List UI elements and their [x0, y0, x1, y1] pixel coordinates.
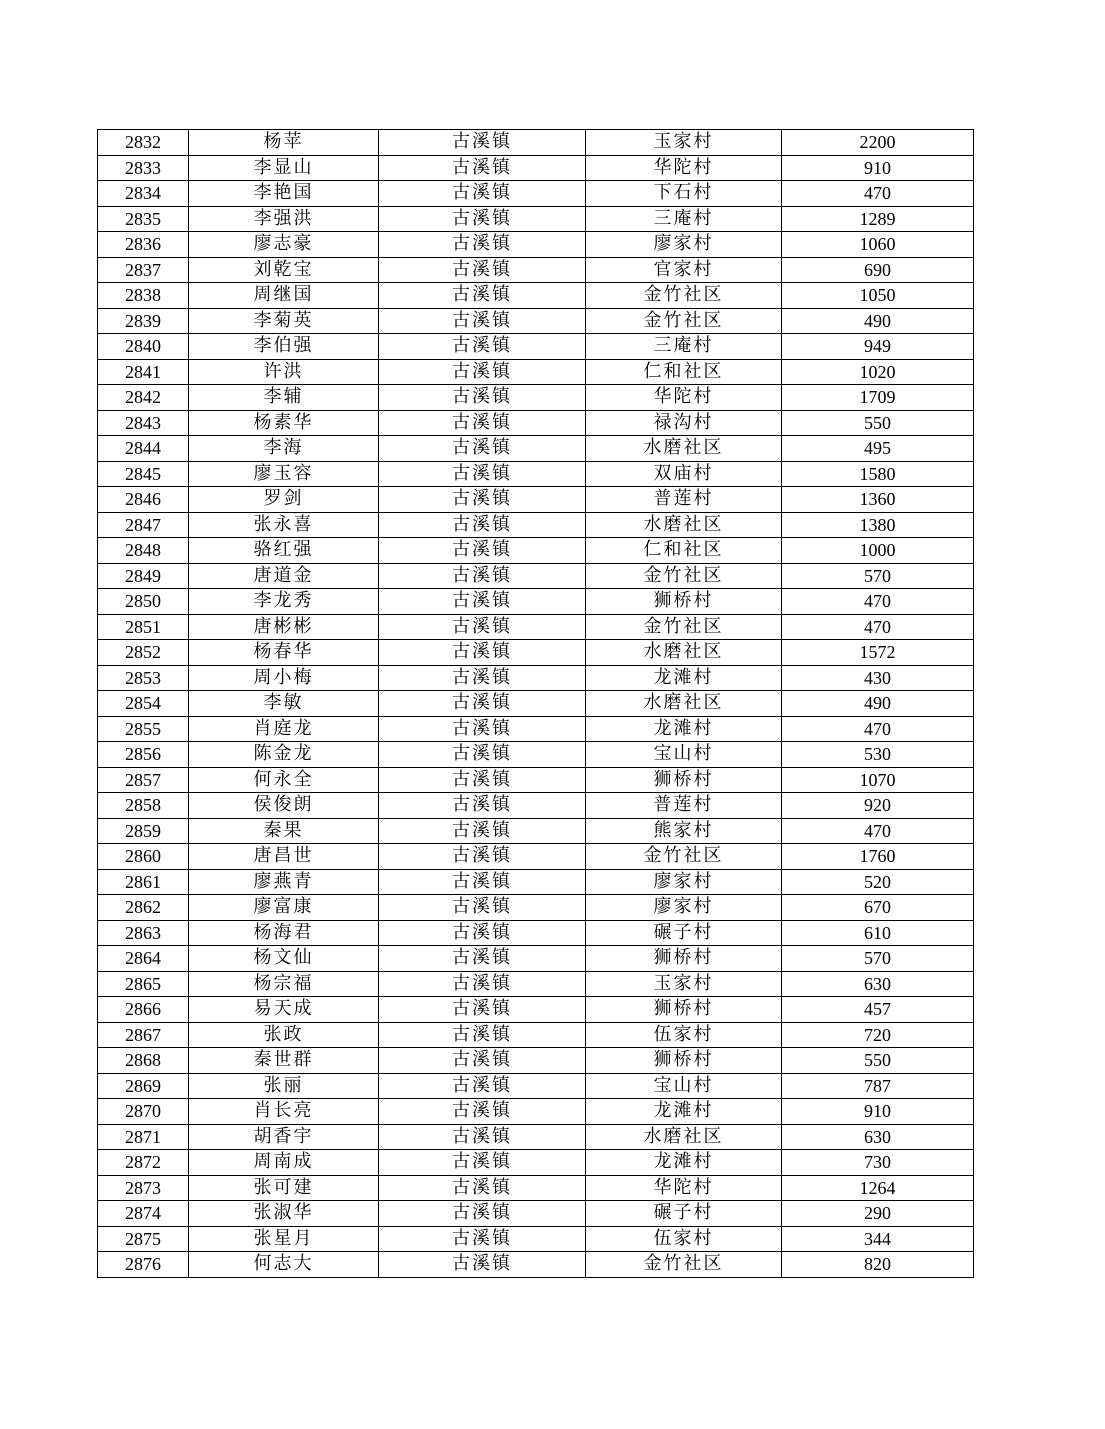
row-number-cell: 2855 [98, 716, 189, 742]
amount-cell: 730 [782, 1150, 974, 1176]
row-number-cell: 2840 [98, 334, 189, 360]
document-page [97, 129, 974, 1278]
amount-cell: 1020 [782, 359, 974, 385]
amount-cell: 630 [782, 1124, 974, 1150]
name-cell: 李菊英 [189, 308, 379, 334]
name-cell: 肖庭龙 [189, 716, 379, 742]
town-cell: 古溪镇 [379, 716, 586, 742]
town-cell: 古溪镇 [379, 614, 586, 640]
row-number-cell: 2846 [98, 487, 189, 513]
name-cell: 李龙秀 [189, 589, 379, 615]
table-row [98, 1226, 974, 1252]
village-cell: 狮桥村 [586, 997, 782, 1023]
row-number-cell: 2851 [98, 614, 189, 640]
village-cell: 宝山村 [586, 1073, 782, 1099]
table-row [98, 334, 974, 360]
amount-cell: 610 [782, 920, 974, 946]
town-cell: 古溪镇 [379, 283, 586, 309]
village-cell: 伍家村 [586, 1022, 782, 1048]
amount-cell: 820 [782, 1252, 974, 1278]
village-cell: 华陀村 [586, 385, 782, 411]
village-cell: 狮桥村 [586, 946, 782, 972]
village-cell: 仁和社区 [586, 538, 782, 564]
amount-cell: 787 [782, 1073, 974, 1099]
name-cell: 张永喜 [189, 512, 379, 538]
town-cell: 古溪镇 [379, 206, 586, 232]
amount-cell: 550 [782, 1048, 974, 1074]
row-number-cell: 2858 [98, 793, 189, 819]
amount-cell: 470 [782, 818, 974, 844]
town-cell: 古溪镇 [379, 997, 586, 1023]
name-cell: 肖长亮 [189, 1099, 379, 1125]
amount-cell: 1380 [782, 512, 974, 538]
name-cell: 张星月 [189, 1226, 379, 1252]
amount-cell: 1050 [782, 283, 974, 309]
table-row [98, 410, 974, 436]
row-number-cell: 2871 [98, 1124, 189, 1150]
village-cell: 禄沟村 [586, 410, 782, 436]
village-cell: 水磨社区 [586, 640, 782, 666]
name-cell: 秦世群 [189, 1048, 379, 1074]
name-cell: 李辅 [189, 385, 379, 411]
town-cell: 古溪镇 [379, 1022, 586, 1048]
table-row [98, 818, 974, 844]
name-cell: 周继国 [189, 283, 379, 309]
town-cell: 古溪镇 [379, 589, 586, 615]
row-number-cell: 2847 [98, 512, 189, 538]
town-cell: 古溪镇 [379, 538, 586, 564]
village-cell: 金竹社区 [586, 614, 782, 640]
row-number-cell: 2832 [98, 130, 189, 156]
town-cell: 古溪镇 [379, 1124, 586, 1150]
row-number-cell: 2834 [98, 181, 189, 207]
village-cell: 廖家村 [586, 869, 782, 895]
village-cell: 龙滩村 [586, 1099, 782, 1125]
row-number-cell: 2839 [98, 308, 189, 334]
amount-cell: 1289 [782, 206, 974, 232]
name-cell: 张政 [189, 1022, 379, 1048]
town-cell: 古溪镇 [379, 181, 586, 207]
village-cell: 三庵村 [586, 206, 782, 232]
name-cell: 李艳国 [189, 181, 379, 207]
town-cell: 古溪镇 [379, 1099, 586, 1125]
town-cell: 古溪镇 [379, 793, 586, 819]
village-cell: 玉家村 [586, 130, 782, 156]
village-cell: 金竹社区 [586, 563, 782, 589]
table-row [98, 946, 974, 972]
village-cell: 狮桥村 [586, 589, 782, 615]
table-row [98, 1124, 974, 1150]
table-row [98, 614, 974, 640]
table-row [98, 1073, 974, 1099]
amount-cell: 570 [782, 946, 974, 972]
row-number-cell: 2850 [98, 589, 189, 615]
row-number-cell: 2854 [98, 691, 189, 717]
table-row [98, 1022, 974, 1048]
name-cell: 唐昌世 [189, 844, 379, 870]
row-number-cell: 2862 [98, 895, 189, 921]
name-cell: 秦果 [189, 818, 379, 844]
village-cell: 下石村 [586, 181, 782, 207]
village-cell: 狮桥村 [586, 767, 782, 793]
amount-cell: 570 [782, 563, 974, 589]
name-cell: 易天成 [189, 997, 379, 1023]
village-cell: 熊家村 [586, 818, 782, 844]
row-number-cell: 2875 [98, 1226, 189, 1252]
amount-cell: 1709 [782, 385, 974, 411]
name-cell: 张可建 [189, 1175, 379, 1201]
town-cell: 古溪镇 [379, 1073, 586, 1099]
table-row [98, 589, 974, 615]
name-cell: 张丽 [189, 1073, 379, 1099]
village-cell: 龙滩村 [586, 665, 782, 691]
name-cell: 唐彬彬 [189, 614, 379, 640]
name-cell: 廖富康 [189, 895, 379, 921]
town-cell: 古溪镇 [379, 895, 586, 921]
name-cell: 杨海君 [189, 920, 379, 946]
village-cell: 三庵村 [586, 334, 782, 360]
table-row [98, 869, 974, 895]
row-number-cell: 2849 [98, 563, 189, 589]
village-cell: 华陀村 [586, 1175, 782, 1201]
table-row [98, 1048, 974, 1074]
amount-cell: 1000 [782, 538, 974, 564]
table-row [98, 538, 974, 564]
village-cell: 龙滩村 [586, 716, 782, 742]
village-cell: 碾子村 [586, 920, 782, 946]
amount-cell: 920 [782, 793, 974, 819]
name-cell: 刘乾宝 [189, 257, 379, 283]
amount-cell: 1572 [782, 640, 974, 666]
town-cell: 古溪镇 [379, 971, 586, 997]
roster-table-body [98, 130, 974, 1278]
amount-cell: 1580 [782, 461, 974, 487]
town-cell: 古溪镇 [379, 308, 586, 334]
table-row [98, 920, 974, 946]
row-number-cell: 2857 [98, 767, 189, 793]
amount-cell: 1264 [782, 1175, 974, 1201]
amount-cell: 490 [782, 308, 974, 334]
table-row [98, 206, 974, 232]
table-row [98, 1150, 974, 1176]
town-cell: 古溪镇 [379, 155, 586, 181]
table-row [98, 1099, 974, 1125]
name-cell: 廖燕青 [189, 869, 379, 895]
name-cell: 杨宗福 [189, 971, 379, 997]
table-row [98, 640, 974, 666]
table-row [98, 155, 974, 181]
amount-cell: 690 [782, 257, 974, 283]
village-cell: 碾子村 [586, 1201, 782, 1227]
amount-cell: 430 [782, 665, 974, 691]
amount-cell: 1060 [782, 232, 974, 258]
town-cell: 古溪镇 [379, 1175, 586, 1201]
table-row [98, 1252, 974, 1278]
town-cell: 古溪镇 [379, 257, 586, 283]
town-cell: 古溪镇 [379, 232, 586, 258]
village-cell: 官家村 [586, 257, 782, 283]
town-cell: 古溪镇 [379, 512, 586, 538]
name-cell: 李强洪 [189, 206, 379, 232]
town-cell: 古溪镇 [379, 767, 586, 793]
village-cell: 金竹社区 [586, 1252, 782, 1278]
town-cell: 古溪镇 [379, 487, 586, 513]
town-cell: 古溪镇 [379, 461, 586, 487]
row-number-cell: 2852 [98, 640, 189, 666]
amount-cell: 490 [782, 691, 974, 717]
amount-cell: 949 [782, 334, 974, 360]
table-row [98, 181, 974, 207]
town-cell: 古溪镇 [379, 1150, 586, 1176]
roster-table [97, 129, 974, 1278]
row-number-cell: 2859 [98, 818, 189, 844]
town-cell: 古溪镇 [379, 563, 586, 589]
row-number-cell: 2876 [98, 1252, 189, 1278]
name-cell: 陈金龙 [189, 742, 379, 768]
table-row [98, 283, 974, 309]
town-cell: 古溪镇 [379, 742, 586, 768]
village-cell: 水磨社区 [586, 512, 782, 538]
name-cell: 骆红强 [189, 538, 379, 564]
amount-cell: 470 [782, 589, 974, 615]
table-row [98, 716, 974, 742]
table-row [98, 130, 974, 156]
row-number-cell: 2861 [98, 869, 189, 895]
village-cell: 仁和社区 [586, 359, 782, 385]
name-cell: 胡香宇 [189, 1124, 379, 1150]
name-cell: 廖玉容 [189, 461, 379, 487]
town-cell: 古溪镇 [379, 1252, 586, 1278]
table-row [98, 1201, 974, 1227]
row-number-cell: 2835 [98, 206, 189, 232]
name-cell: 李敏 [189, 691, 379, 717]
town-cell: 古溪镇 [379, 665, 586, 691]
town-cell: 古溪镇 [379, 691, 586, 717]
name-cell: 廖志豪 [189, 232, 379, 258]
row-number-cell: 2864 [98, 946, 189, 972]
name-cell: 侯俊朗 [189, 793, 379, 819]
row-number-cell: 2853 [98, 665, 189, 691]
table-row [98, 665, 974, 691]
town-cell: 古溪镇 [379, 334, 586, 360]
name-cell: 何志大 [189, 1252, 379, 1278]
amount-cell: 720 [782, 1022, 974, 1048]
village-cell: 玉家村 [586, 971, 782, 997]
table-row [98, 1175, 974, 1201]
row-number-cell: 2843 [98, 410, 189, 436]
row-number-cell: 2863 [98, 920, 189, 946]
village-cell: 水磨社区 [586, 436, 782, 462]
table-row [98, 232, 974, 258]
row-number-cell: 2860 [98, 844, 189, 870]
town-cell: 古溪镇 [379, 844, 586, 870]
name-cell: 周南成 [189, 1150, 379, 1176]
amount-cell: 290 [782, 1201, 974, 1227]
town-cell: 古溪镇 [379, 436, 586, 462]
village-cell: 双庙村 [586, 461, 782, 487]
table-row [98, 971, 974, 997]
village-cell: 金竹社区 [586, 283, 782, 309]
town-cell: 古溪镇 [379, 1048, 586, 1074]
row-number-cell: 2842 [98, 385, 189, 411]
village-cell: 水磨社区 [586, 691, 782, 717]
row-number-cell: 2870 [98, 1099, 189, 1125]
table-row [98, 487, 974, 513]
name-cell: 何永全 [189, 767, 379, 793]
table-row [98, 895, 974, 921]
town-cell: 古溪镇 [379, 869, 586, 895]
town-cell: 古溪镇 [379, 818, 586, 844]
amount-cell: 550 [782, 410, 974, 436]
table-row [98, 257, 974, 283]
town-cell: 古溪镇 [379, 920, 586, 946]
name-cell: 李伯强 [189, 334, 379, 360]
village-cell: 普莲村 [586, 487, 782, 513]
table-row [98, 359, 974, 385]
village-cell: 伍家村 [586, 1226, 782, 1252]
village-cell: 金竹社区 [586, 308, 782, 334]
row-number-cell: 2838 [98, 283, 189, 309]
amount-cell: 495 [782, 436, 974, 462]
amount-cell: 630 [782, 971, 974, 997]
row-number-cell: 2865 [98, 971, 189, 997]
table-row [98, 563, 974, 589]
name-cell: 李海 [189, 436, 379, 462]
amount-cell: 1760 [782, 844, 974, 870]
name-cell: 杨文仙 [189, 946, 379, 972]
row-number-cell: 2845 [98, 461, 189, 487]
table-row [98, 436, 974, 462]
town-cell: 古溪镇 [379, 359, 586, 385]
amount-cell: 470 [782, 614, 974, 640]
amount-cell: 910 [782, 155, 974, 181]
row-number-cell: 2872 [98, 1150, 189, 1176]
row-number-cell: 2874 [98, 1201, 189, 1227]
amount-cell: 530 [782, 742, 974, 768]
amount-cell: 1070 [782, 767, 974, 793]
amount-cell: 457 [782, 997, 974, 1023]
row-number-cell: 2873 [98, 1175, 189, 1201]
village-cell: 金竹社区 [586, 844, 782, 870]
row-number-cell: 2836 [98, 232, 189, 258]
table-row [98, 461, 974, 487]
table-row [98, 512, 974, 538]
town-cell: 古溪镇 [379, 410, 586, 436]
town-cell: 古溪镇 [379, 946, 586, 972]
name-cell: 李显山 [189, 155, 379, 181]
table-row [98, 691, 974, 717]
village-cell: 宝山村 [586, 742, 782, 768]
amount-cell: 670 [782, 895, 974, 921]
table-row [98, 767, 974, 793]
table-row [98, 742, 974, 768]
row-number-cell: 2869 [98, 1073, 189, 1099]
table-row [98, 308, 974, 334]
village-cell: 狮桥村 [586, 1048, 782, 1074]
table-row [98, 793, 974, 819]
row-number-cell: 2848 [98, 538, 189, 564]
amount-cell: 344 [782, 1226, 974, 1252]
village-cell: 廖家村 [586, 232, 782, 258]
name-cell: 许洪 [189, 359, 379, 385]
row-number-cell: 2833 [98, 155, 189, 181]
town-cell: 古溪镇 [379, 1201, 586, 1227]
town-cell: 古溪镇 [379, 640, 586, 666]
town-cell: 古溪镇 [379, 385, 586, 411]
table-row [98, 997, 974, 1023]
table-row [98, 385, 974, 411]
name-cell: 杨素华 [189, 410, 379, 436]
name-cell: 周小梅 [189, 665, 379, 691]
name-cell: 罗剑 [189, 487, 379, 513]
village-cell: 普莲村 [586, 793, 782, 819]
row-number-cell: 2856 [98, 742, 189, 768]
village-cell: 廖家村 [586, 895, 782, 921]
row-number-cell: 2837 [98, 257, 189, 283]
row-number-cell: 2866 [98, 997, 189, 1023]
row-number-cell: 2867 [98, 1022, 189, 1048]
amount-cell: 520 [782, 869, 974, 895]
name-cell: 唐道金 [189, 563, 379, 589]
row-number-cell: 2841 [98, 359, 189, 385]
town-cell: 古溪镇 [379, 130, 586, 156]
table-row [98, 844, 974, 870]
amount-cell: 470 [782, 716, 974, 742]
name-cell: 杨苹 [189, 130, 379, 156]
amount-cell: 470 [782, 181, 974, 207]
village-cell: 华陀村 [586, 155, 782, 181]
village-cell: 水磨社区 [586, 1124, 782, 1150]
row-number-cell: 2868 [98, 1048, 189, 1074]
name-cell: 杨春华 [189, 640, 379, 666]
amount-cell: 1360 [782, 487, 974, 513]
town-cell: 古溪镇 [379, 1226, 586, 1252]
amount-cell: 910 [782, 1099, 974, 1125]
row-number-cell: 2844 [98, 436, 189, 462]
amount-cell: 2200 [782, 130, 974, 156]
name-cell: 张淑华 [189, 1201, 379, 1227]
village-cell: 龙滩村 [586, 1150, 782, 1176]
